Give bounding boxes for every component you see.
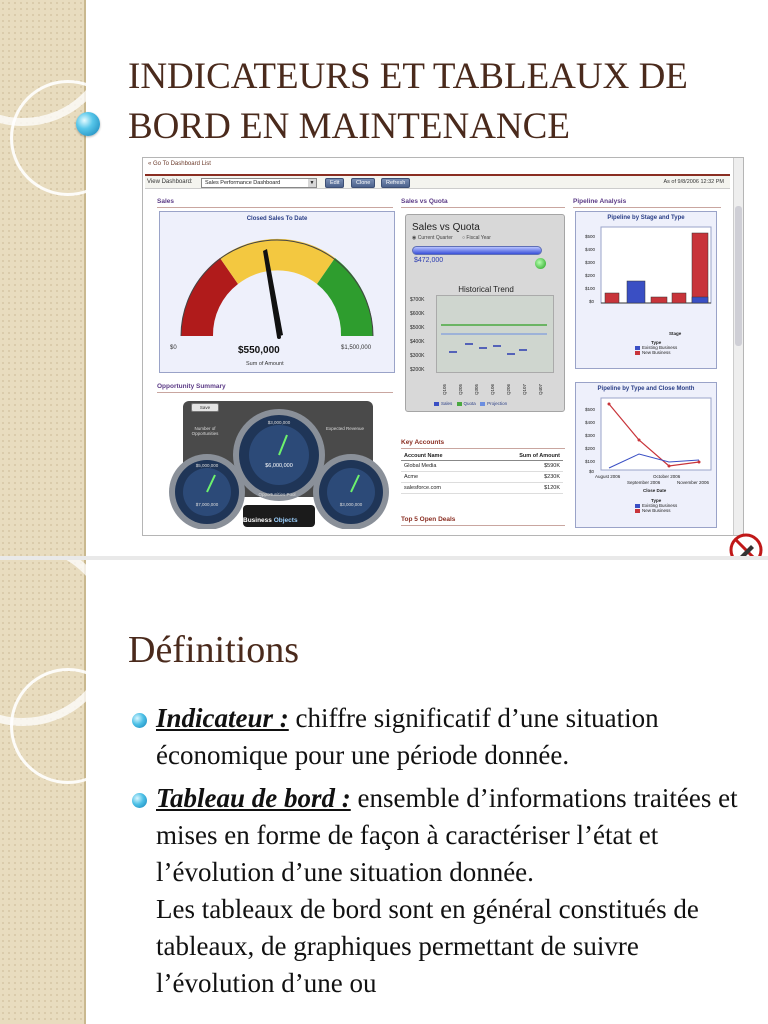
gauge-max: $1,500,000: [341, 345, 372, 351]
pl1-ytick: $100: [585, 286, 596, 291]
key-accounts-table: [401, 452, 563, 494]
col-account-name: Account Name: [401, 452, 480, 461]
pl2-ytick: $500: [585, 407, 596, 412]
trend-xtick: Q106: [490, 383, 495, 395]
dashboard-toolbar: [145, 174, 730, 189]
account-name: Global Media: [401, 461, 480, 472]
brand-b: Objects: [273, 517, 298, 524]
table-row: [401, 472, 563, 483]
dashboard-select-value: Sales Performance Dashboard: [205, 180, 281, 186]
pl1-ytick: $0: [589, 299, 595, 304]
trend-xtick: Q206: [506, 383, 511, 395]
gauge-segment-mid: [220, 239, 335, 284]
definition-text: chiffre significatif d’une situation économique pour une période donnée.: [156, 703, 659, 770]
trend-xtick: Q105: [442, 383, 447, 395]
pl1-ytick: $200: [585, 273, 596, 278]
legend-type: Type: [651, 498, 662, 503]
back-link[interactable]: « Go To Dashboard List: [148, 161, 211, 167]
table-row: [401, 483, 563, 494]
pipeline-chart2-title: Pipeline by Type and Close Month: [597, 386, 695, 392]
gauge-value: $550,000: [238, 345, 280, 356]
dial-value-right-bottom: $3,000,000: [339, 502, 363, 507]
legend-swatch: [457, 402, 462, 406]
pl1-ytick: $300: [585, 260, 596, 265]
bullet-icon: [132, 713, 147, 728]
divider: [157, 392, 393, 393]
sales-vs-quota-panel-title: Sales vs Quota: [401, 198, 448, 205]
legend-label: Sales: [441, 401, 453, 406]
clone-button[interactable]: Clone: [351, 178, 375, 188]
sales-panel-title: Sales: [157, 198, 174, 205]
quota-slider-knob[interactable]: [535, 258, 546, 269]
trend-lines: [435, 294, 553, 374]
no-pencil-icon[interactable]: [728, 532, 764, 556]
legend-label: Projection: [487, 401, 508, 406]
pipeline-panel-title: Pipeline Analysis: [573, 198, 627, 205]
dashboard-screenshot: [142, 157, 744, 536]
month-tick: September 2006: [627, 480, 661, 485]
view-dashboard-label: View Dashboard:: [147, 179, 193, 185]
month-tick: August 2006: [595, 474, 621, 479]
os-label-revenue: Expected Revenue: [325, 426, 365, 431]
trend-xtick: Q305: [474, 383, 479, 395]
account-amount: $590K: [480, 461, 563, 472]
divider: [157, 207, 393, 208]
col-sum-amount: Sum of Amount: [480, 452, 563, 461]
pl2-ytick: $300: [585, 433, 596, 438]
os-label-number: Number of Opportunities: [191, 426, 219, 436]
option-current-quarter-label: Current Quarter: [417, 235, 453, 241]
pl2-legend: [635, 498, 677, 513]
trend-xtick: Q407: [538, 383, 543, 395]
close-date-label: Close Date: [643, 488, 667, 493]
month-tick: October 2006: [653, 474, 681, 479]
pl1-ytick: $400: [585, 247, 596, 252]
trend-xtick: Q205: [458, 383, 463, 395]
definition-list: [132, 700, 752, 1002]
trend-ytick: $500K: [410, 325, 425, 331]
edit-button[interactable]: Edit: [325, 178, 344, 188]
gauge-caption: Sum of Amount: [246, 361, 284, 367]
quota-amount: $472,000: [414, 257, 444, 264]
legend-existing: Existing Business: [635, 503, 677, 508]
list-item: [132, 700, 752, 774]
dashboard-select[interactable]: [201, 178, 317, 188]
legend-new: New Business: [635, 350, 677, 355]
slide-definitions: [0, 560, 768, 1024]
definitions-heading: Définitions: [128, 629, 299, 671]
pl2-ytick: $200: [585, 446, 596, 451]
definition-extra-text: Les tableaux de bord sont en général constitués de tableaux, de graphiques permettant de suivre l’évolution d’une ou: [156, 894, 699, 998]
divider: [401, 448, 565, 449]
pl2-ytick: $0: [589, 469, 595, 474]
trend-ytick: $200K: [410, 367, 425, 373]
opportunity-panel-title: Opportunity Summary: [157, 383, 226, 390]
legend-new: New Business: [635, 508, 677, 513]
account-name: Acme: [401, 472, 480, 483]
option-fiscal-year-label: Fiscal Year: [466, 235, 491, 241]
scrollbar-thumb[interactable]: [735, 206, 742, 346]
trend-xtick: Q107: [522, 383, 527, 395]
refresh-button[interactable]: Refresh: [381, 178, 410, 188]
chevron-down-icon: ▼: [309, 180, 315, 186]
account-name: salesforce.com: [401, 483, 480, 494]
trend-ytick: $700K: [410, 297, 425, 303]
term-tableau-de-bord: Tableau de bord :: [156, 783, 351, 813]
table-row: [401, 461, 563, 472]
pl2-ytick: $100: [585, 459, 596, 464]
opportunity-dials: [159, 395, 395, 529]
pl1-legend: [635, 340, 677, 355]
stage-label: Stage: [669, 331, 682, 336]
month-tick: November 2006: [677, 480, 710, 485]
sq-title: Sales vs Quota: [412, 222, 480, 233]
list-item: [132, 780, 752, 1002]
dial-value-top: $3,000,000: [267, 420, 291, 425]
legend-swatch: [480, 402, 485, 406]
trend-ytick: $400K: [410, 339, 425, 345]
bullet-icon: [132, 793, 147, 808]
dial-value-left: $5,000,000: [195, 463, 219, 468]
pl1-ytick: $500: [585, 234, 596, 239]
divider: [573, 207, 721, 208]
dial-value-left-bottom: $7,000,000: [195, 502, 219, 507]
gauge-title: Closed Sales To Date: [246, 216, 308, 222]
decorative-ring: [10, 668, 126, 784]
legend-existing: Existing Business: [635, 345, 677, 350]
legend-type: Type: [651, 340, 662, 345]
legend-swatch: [434, 402, 439, 406]
divider: [401, 207, 565, 208]
as-of-timestamp: As of 9/8/2006 12:32 PM: [663, 179, 724, 185]
trend-legend: [434, 401, 507, 406]
trend-ytick: $300K: [410, 353, 425, 359]
pipeline-chart1-title: Pipeline by Stage and Type: [607, 215, 685, 221]
divider: [401, 525, 565, 526]
orb-icon: [76, 112, 100, 136]
option-fiscal-year[interactable]: ○ Fiscal Year: [462, 235, 491, 241]
pl2-ytick: $400: [585, 420, 596, 425]
gauge-min: $0: [170, 345, 177, 351]
brand-a: Business: [243, 517, 272, 524]
legend-label: Quota: [463, 401, 476, 406]
save-button[interactable]: Save: [191, 403, 219, 412]
trend-ytick: $600K: [410, 311, 425, 317]
os-label-pool: Opportunities Pool: [258, 492, 296, 497]
key-accounts-title: Key Accounts: [401, 439, 445, 446]
decorative-ring: [10, 80, 126, 196]
slide-title-text: INDICATEURS ET TABLEAUX DE BORD EN MAINTENANCE: [128, 56, 688, 147]
open-deals-title: Top 5 Open Deals: [401, 516, 456, 523]
option-current-quarter[interactable]: ◉ Current Quarter: [412, 235, 453, 241]
quota-progress-bar: [412, 246, 542, 255]
business-objects-logo: [243, 517, 298, 524]
dashboard-scrollbar[interactable]: [733, 158, 743, 535]
account-amount: $230K: [480, 472, 563, 483]
term-indicateur: Indicateur :: [156, 703, 289, 733]
account-amount: $120K: [480, 483, 563, 494]
definition-text: ensemble d’informations traitées et mises en forme de façon à caractériser l’état et l’évolution d’une situation donnée.: [156, 783, 738, 887]
trend-title: Historical Trend: [458, 285, 514, 294]
dial-value-center: $6,000,000: [265, 463, 293, 469]
